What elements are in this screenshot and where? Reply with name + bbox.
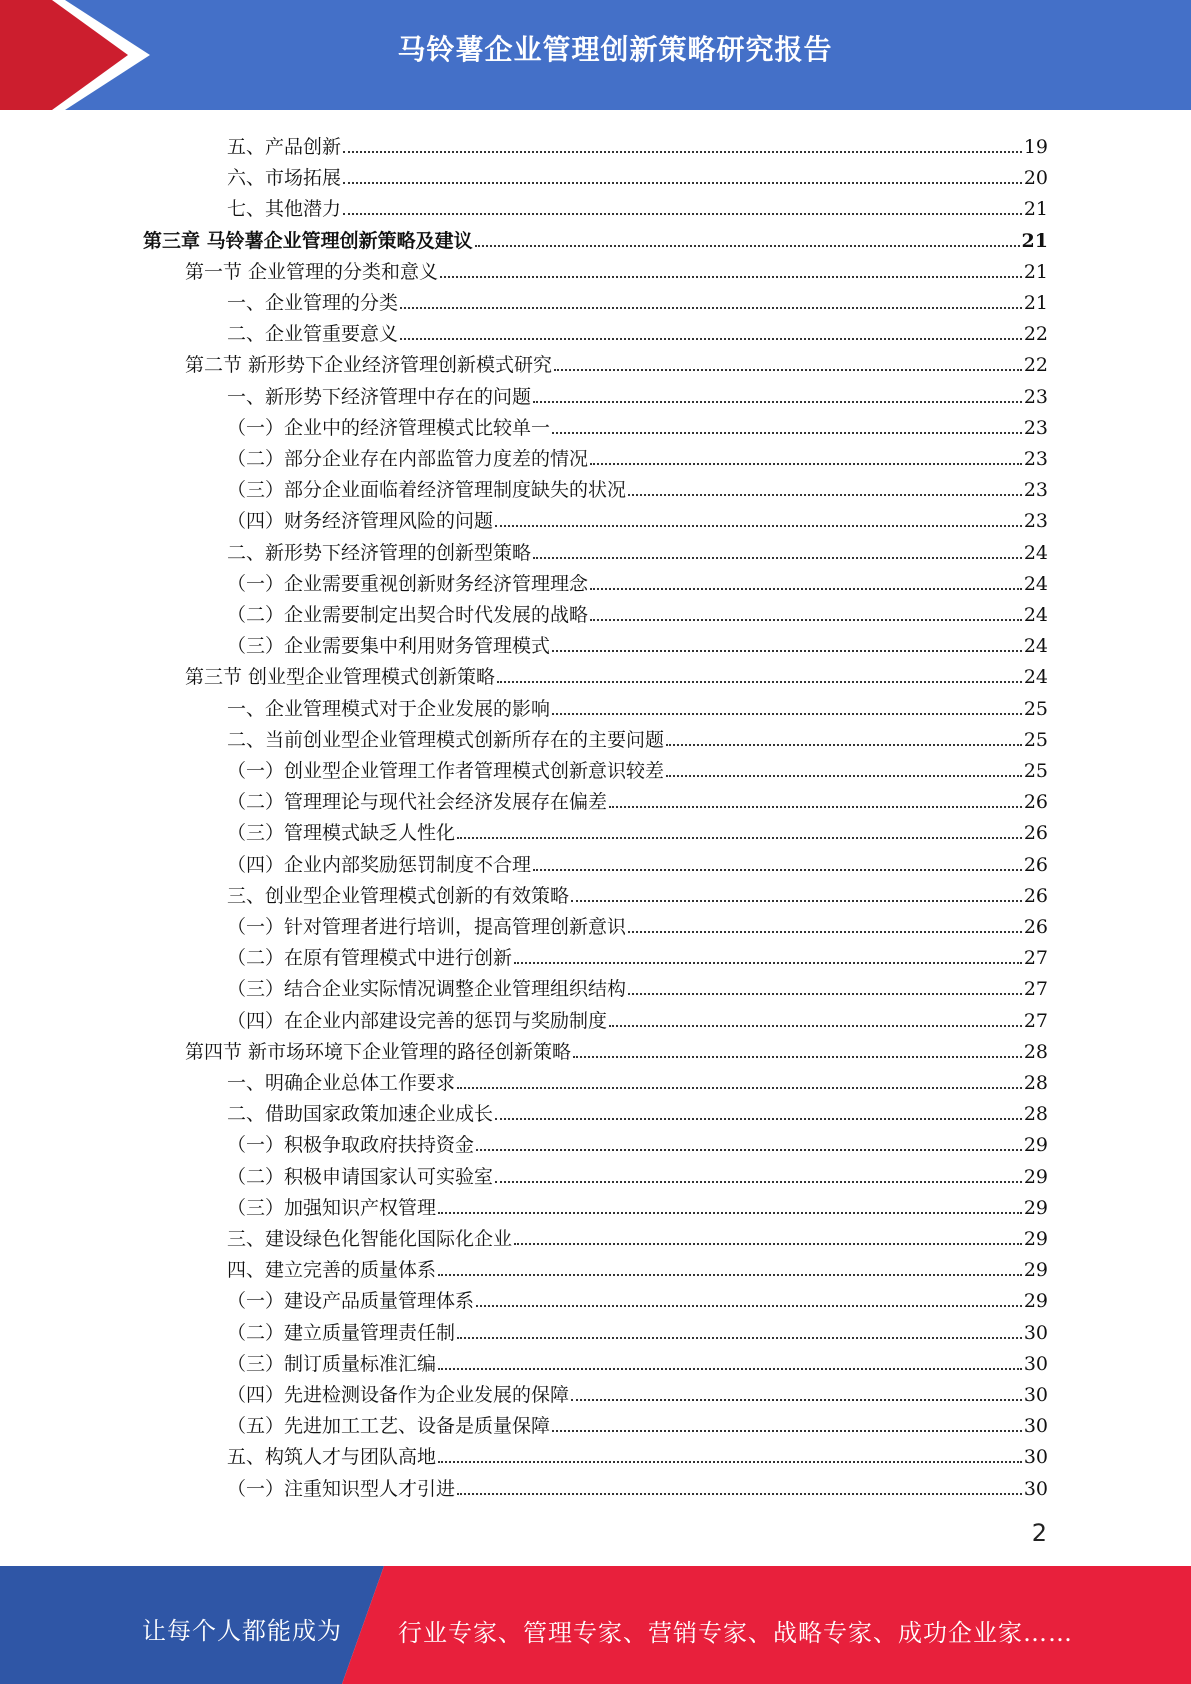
toc-entry-page: 29 [1023,1165,1048,1188]
toc-leader-dots [343,150,1022,153]
toc-entry-label: （一）建设产品质量管理体系 [227,1290,475,1313]
toc-entry-label: 第三章 马铃薯企业管理创新策略及建议 [143,229,473,252]
toc-entry-page: 19 [1023,136,1048,158]
toc-entry[interactable] [227,751,1048,782]
toc-entry-page: 23 [1023,416,1048,439]
toc-entry-label: 五、构筑人才与团队高地 [227,1446,437,1469]
toc-entry[interactable] [227,377,1048,408]
toc-entry[interactable] [227,1125,1048,1156]
toc-entry[interactable] [227,1406,1048,1437]
toc-entry-label: （三）加强知识产权管理 [227,1196,437,1219]
report-title: 马铃薯企业管理创新策略研究报告 [397,33,833,66]
toc-entry[interactable] [185,252,1048,283]
toc-entry-label: （三）制订质量标准汇编 [227,1352,437,1375]
toc-leader-dots [571,1398,1022,1401]
toc-leader-dots [457,1086,1022,1089]
toc-entry[interactable] [227,1001,1048,1032]
toc-leader-dots [438,1367,1022,1370]
toc-leader-dots [495,524,1022,527]
toc-entry-label: 第三节 创业型企业管理模式创新策略 [185,666,496,689]
toc-entry-page: 24 [1023,635,1048,658]
toc-entry-page: 25 [1023,760,1048,782]
toc-entry[interactable] [227,189,1048,220]
toc-entry-page: 28 [1023,1040,1048,1063]
toc-entry-page: 28 [1023,1072,1048,1094]
toc-entry-page: 24 [1023,541,1048,564]
toc-entry[interactable] [227,1157,1048,1188]
toc-entry-page: 29 [1023,1196,1048,1219]
toc-leader-dots [533,556,1022,559]
toc-entry[interactable] [227,1094,1048,1125]
toc-entry-label: （一）注重知识型人才引进 [227,1477,456,1500]
toc-entry-page: 29 [1023,1259,1048,1282]
toc-entry-page: 28 [1023,1103,1048,1126]
toc-entry-page: 27 [1023,978,1048,1001]
toc-entry-label: （五）先进加工工艺、设备是质量保障 [227,1415,551,1438]
toc-entry[interactable] [227,845,1048,876]
toc-entry-page: 29 [1023,1290,1048,1313]
toc-leader-dots [628,930,1022,933]
toc-entry[interactable] [227,127,1048,158]
toc-leader-dots [554,368,1022,371]
toc-entry-label: 五、产品创新 [227,136,342,158]
toc-entry-page: 23 [1023,385,1048,408]
toc-entry[interactable] [227,1250,1048,1281]
toc-entry-label: 六、市场拓展 [227,167,342,190]
toc-entry-label: （一）针对管理者进行培训，提高管理创新意识 [227,916,627,938]
toc-entry-page: 26 [1023,822,1048,845]
toc-entry-label: （二）部分企业存在内部监管力度差的情况 [227,448,589,470]
toc-leader-dots [457,836,1022,839]
toc-entry-label: 二、借助国家政策加速企业成长 [227,1103,494,1126]
toc-entry[interactable] [227,1063,1048,1094]
toc-entry-label: （二）积极申请国家认可实验室 [227,1165,494,1188]
toc-entry-page: 24 [1023,572,1048,595]
toc-leader-dots [440,275,1022,278]
toc-entry[interactable] [227,1469,1048,1500]
toc-entry-label: 三、建设绿色化智能化国际化企业 [227,1228,513,1250]
toc-entry[interactable] [227,564,1048,595]
toc-leader-dots [495,1180,1022,1183]
toc-leader-dots [552,431,1022,434]
toc-entry-page: 23 [1023,479,1048,502]
toc-leader-dots [666,743,1022,746]
toc-entry-label: 第二节 新形势下企业经济管理创新模式研究 [185,354,553,377]
toc-entry-label: 二、新形势下经济管理的创新型策略 [227,541,532,564]
toc-entry-label: 一、新形势下经济管理中存在的问题 [227,385,532,408]
toc-entry-label: 二、当前创业型企业管理模式创新所存在的主要问题 [227,728,665,751]
toc-entry-page: 27 [1023,1009,1048,1032]
toc-entry-label: （四）财务经济管理风险的问题 [227,510,494,533]
toc-entry[interactable] [227,720,1048,751]
toc-entry-page: 23 [1023,448,1048,470]
toc-entry[interactable] [227,813,1048,844]
toc-entry-label: 第一节 企业管理的分类和意义 [185,260,439,283]
toc-entry-label: （四）企业内部奖励惩罚制度不合理 [227,853,532,876]
toc-entry[interactable] [227,1375,1048,1406]
toc-entry-label: （二）管理理论与现代社会经济发展存在偏差 [227,791,608,814]
toc-entry-label: 一、明确企业总体工作要求 [227,1072,456,1094]
toc-entry[interactable] [227,439,1048,470]
toc-leader-dots [514,961,1022,964]
toc-leader-dots [590,618,1022,621]
toc-entry[interactable] [227,1281,1048,1312]
toc-entry[interactable] [227,533,1048,564]
toc-leader-dots [476,1304,1022,1307]
toc-leader-dots [343,212,1022,215]
toc-entry[interactable] [227,158,1048,189]
toc-leader-dots [438,1273,1022,1276]
toc-leader-dots [573,1055,1022,1058]
footer-slogan-right: 行业专家、管理专家、营销专家、战略专家、成功企业家…… [398,1619,1073,1647]
toc-entry[interactable] [227,501,1048,532]
toc-leader-dots [514,1242,1022,1245]
toc-entry-page: 29 [1023,1134,1048,1157]
toc-entry-label: 三、创业型企业管理模式创新的有效策略 [227,884,570,907]
toc-entry-page: 26 [1023,853,1048,876]
toc-entry-label: （一）企业需要重视创新财务经济管理理念 [227,572,589,595]
toc-entry-page: 23 [1023,510,1048,533]
toc-entry-page: 20 [1023,167,1048,190]
toc-leader-dots [400,306,1022,309]
toc-entry-page: 22 [1023,323,1048,346]
toc-entry-page: 27 [1023,947,1048,970]
toc-entry[interactable] [227,470,1048,501]
toc-entry-page: 25 [1023,728,1048,751]
toc-entry[interactable] [227,626,1048,657]
toc-leader-dots [497,680,1022,683]
toc-leader-dots [438,1211,1022,1214]
toc-entry[interactable] [227,969,1048,1000]
toc-leader-dots [628,493,1022,496]
toc-entry-page: 30 [1023,1415,1048,1438]
toc-entry-label: （二）企业需要制定出契合时代发展的战略 [227,604,589,626]
toc-leader-dots [552,1429,1022,1432]
toc-entry-page: 30 [1023,1384,1048,1406]
toc-leader-dots [400,337,1022,340]
toc-entry-page: 29 [1023,1228,1048,1250]
toc-entry[interactable] [227,876,1048,907]
toc-entry[interactable] [227,1437,1048,1468]
toc-entry-label: （一）创业型企业管理工作者管理模式创新意识较差 [227,760,665,782]
page-header [0,0,1191,110]
toc-entry-page: 26 [1023,884,1048,907]
toc-entry-page: 24 [1023,666,1048,689]
toc-leader-dots [609,1024,1022,1027]
toc-entry[interactable] [227,689,1048,720]
toc-entry[interactable] [227,408,1048,439]
toc-entry-label: （二）建立质量管理责任制 [227,1321,456,1344]
toc-entry-page: 26 [1023,791,1048,814]
toc-entry-page: 30 [1023,1477,1048,1500]
toc-entry[interactable] [185,345,1048,376]
toc-entry-page: 30 [1023,1352,1048,1375]
toc-leader-dots [475,244,1020,247]
toc-entry-label: 第四节 新市场环境下企业管理的路径创新策略 [185,1040,572,1063]
toc-leader-dots [495,1117,1022,1120]
toc-entry[interactable] [227,1313,1048,1344]
toc-entry-label: （一）企业中的经济管理模式比较单一 [227,416,551,439]
toc-leader-dots [666,774,1022,777]
toc-entry-label: （一）积极争取政府扶持资金 [227,1134,475,1157]
toc-entry-page: 21 [1023,292,1048,314]
toc-entry-page: 21 [1023,260,1048,283]
footer-slogan-left: 让每个人都能成为 [142,1617,342,1645]
toc-leader-dots [457,1336,1022,1339]
toc-leader-dots [457,1492,1022,1495]
toc-entry-page: 21 [1021,229,1048,252]
toc-leader-dots [609,805,1022,808]
toc-entry-label: 四、建立完善的质量体系 [227,1259,437,1282]
toc-entry-page: 22 [1023,354,1048,377]
toc-leader-dots [438,1460,1022,1463]
toc-leader-dots [590,587,1022,590]
toc-entry-label: （四）先进检测设备作为企业发展的保障 [227,1384,570,1406]
toc-leader-dots [343,181,1022,184]
toc-entry[interactable] [227,1188,1048,1219]
toc-entry-label: 二、企业管重要意义 [227,323,399,346]
toc-entry-label: 一、企业管理的分类 [227,292,399,314]
toc-entry[interactable] [227,283,1048,314]
toc-entry-label: 七、其他潜力 [227,198,342,221]
toc-entry-page: 30 [1023,1446,1048,1469]
page-number: 2 [1031,1519,1047,1547]
toc-entry[interactable] [227,782,1048,813]
toc-leader-dots [552,649,1022,652]
toc-entry[interactable] [227,1344,1048,1375]
toc-entry[interactable] [185,657,1048,688]
toc-entry-page: 21 [1023,198,1048,221]
toc-entry-page: 30 [1023,1321,1048,1344]
toc-entry[interactable] [227,938,1048,969]
toc-entry-page: 25 [1023,697,1048,720]
toc-leader-dots [552,712,1022,715]
toc-leader-dots [571,899,1022,902]
toc-entry[interactable] [143,221,1048,252]
toc-entry[interactable] [227,907,1048,938]
toc-entry-label: （二）在原有管理模式中进行创新 [227,947,513,970]
toc-leader-dots [476,1148,1022,1151]
toc-entry-label: （三）管理模式缺乏人性化 [227,822,456,845]
toc-entry-label: 一、企业管理模式对于企业发展的影响 [227,697,551,720]
toc-leader-dots [590,462,1022,465]
toc-entry-label: （三）结合企业实际情况调整企业管理组织结构 [227,978,627,1001]
toc-entry[interactable] [227,1219,1048,1250]
toc-leader-dots [533,400,1022,403]
toc-entry-label: （三）部分企业面临着经济管理制度缺失的状况 [227,479,627,502]
toc-leader-dots [533,868,1022,871]
toc-entry-label: （四）在企业内部建设完善的惩罚与奖励制度 [227,1009,608,1032]
toc-entry[interactable] [185,1032,1048,1063]
toc-entry-label: （三）企业需要集中利用财务管理模式 [227,635,551,658]
toc-entry[interactable] [227,595,1048,626]
toc-entry[interactable] [227,314,1048,345]
toc-entry-page: 26 [1023,916,1048,938]
toc-entry-page: 24 [1023,604,1048,626]
toc-leader-dots [628,992,1022,995]
